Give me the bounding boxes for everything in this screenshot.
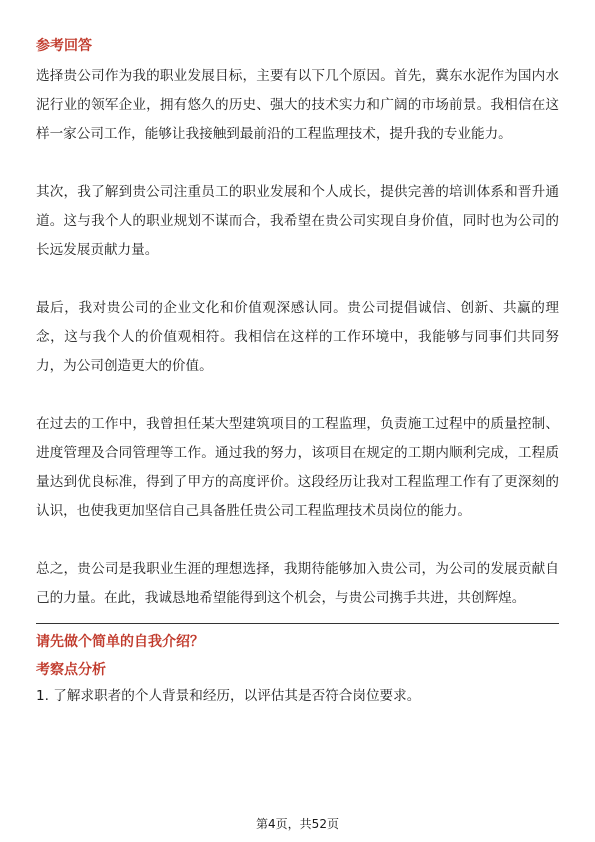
- page-number: 第4页，共52页: [256, 817, 339, 831]
- answer-paragraph-3: 最后，我对贵公司的企业文化和价值观深感认同。贵公司提倡诚信、创新、共赢的理念，这与我个人的价值观相符。我相信在这样的工作环境中，我能够与同事们共同努力，为公司创造更大的价值。: [36, 300, 559, 374]
- answer-paragraph-4: 在过去的工作中，我曾担任某大型建筑项目的工程监理，负责施工过程中的质量控制、进度管理及合同管理等工作。通过我的努力，该项目在规定的工期内顺利完成，工程质量达到优良标准，得到了甲方的高度评价。这段经历让我对工程监理工作有了更深刻的认识，也使我更加坚信自己具备胜任贵公司工程监理技术员岗位的能力。: [36, 416, 559, 519]
- answer-paragraph-1: 选择贵公司作为我的职业发展目标，主要有以下几个原因。首先，冀东水泥作为国内水泥行业的领军企业，拥有悠久的历史、强大的技术实力和广阔的市场前景。我相信在这样一家公司工作，能够让我接触到最前沿的工程监理技术，提升我的专业能力。: [36, 68, 559, 142]
- reference-answer-label: 参考回答: [36, 38, 92, 54]
- analysis-label: 考察点分析: [36, 662, 106, 678]
- answer-paragraph-5: 总之，贵公司是我职业生涯的理想选择，我期待能够加入贵公司，为公司的发展贡献自己的力量。在此，我诚恳地希望能得到这个机会，与贵公司携手共进，共创辉煌。: [36, 561, 559, 606]
- analysis-item-1: 1. 了解求职者的个人背景和经历，以评估其是否符合岗位要求。: [36, 688, 421, 704]
- question-title: 请先做个简单的自我介绍？: [36, 634, 204, 650]
- document-page: [36, 36, 559, 711]
- answer-paragraph-2: 其次，我了解到贵公司注重员工的职业发展和个人成长，提供完善的培训体系和晋升通道。这与我个人的职业规划不谋而合，我希望在贵公司实现自身价值，同时也为公司的长远发展贡献力量。: [36, 184, 559, 258]
